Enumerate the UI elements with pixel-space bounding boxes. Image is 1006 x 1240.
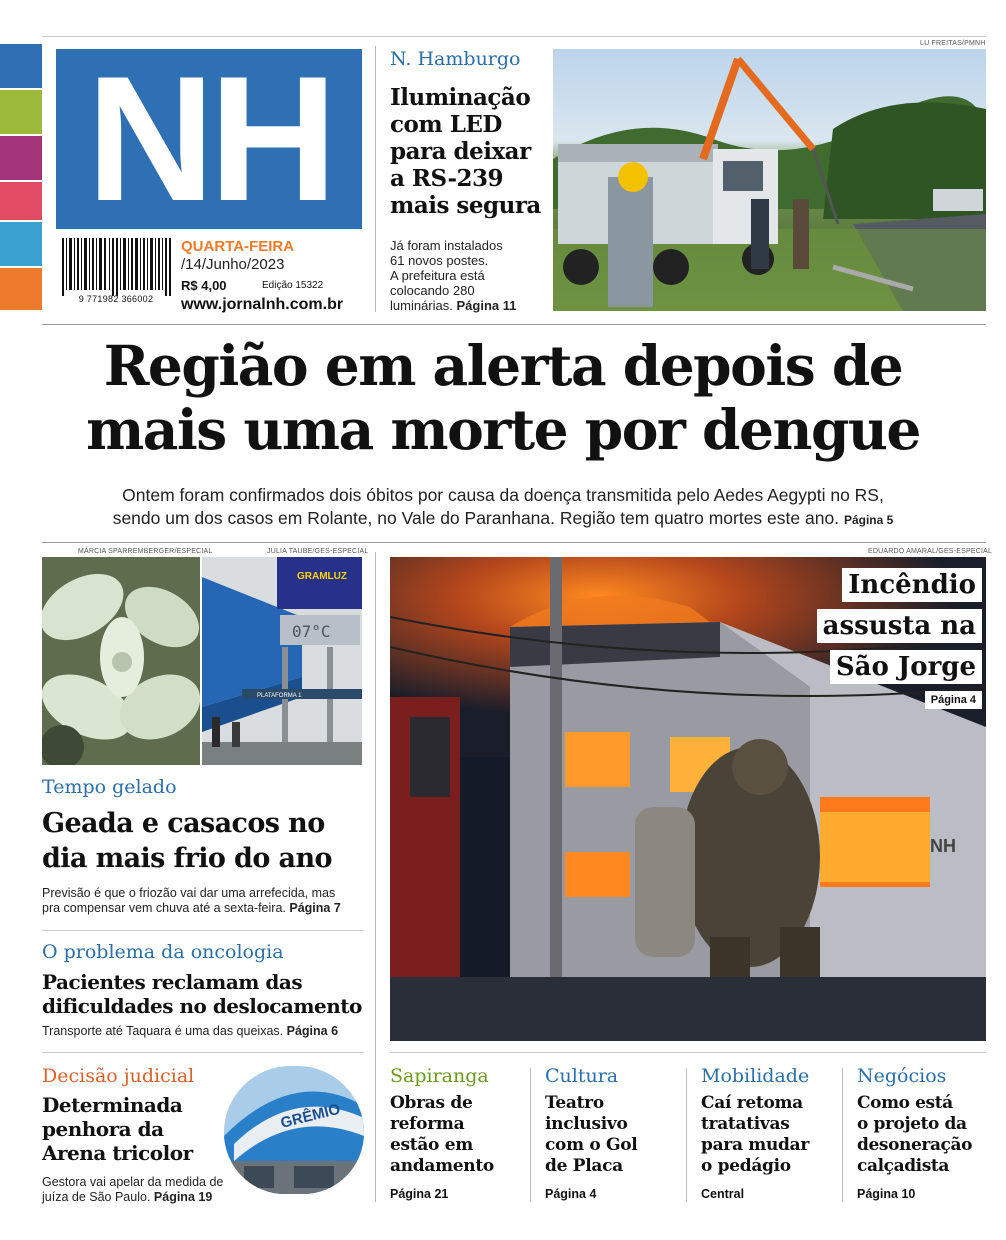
weekday: QUARTA-FEIRA [181, 238, 295, 255]
color-stripe-pink [0, 182, 42, 220]
court-headline[interactable] [42, 1093, 193, 1165]
barcode [60, 238, 172, 304]
brief-line: de Placa [545, 1156, 623, 1176]
brief-kicker: Sapiranga [390, 1065, 489, 1087]
headline-line: Iluminação [390, 84, 531, 111]
deck-line: Ontem foram confirmados dois óbitos por causa da doença transmitida pelo Aedes Aegypti no RS, [122, 485, 884, 505]
headline-line: a RS-239 [390, 165, 504, 192]
brief-divider [842, 1068, 843, 1202]
summary-line: Previsão é que o friozão vai dar uma arrefecida, mas [42, 886, 336, 900]
frost-plant-photo [42, 557, 200, 765]
headline-line: com LED [390, 111, 502, 138]
court-kicker[interactable]: Decisão judicial [42, 1065, 195, 1087]
cold-credit-right: JÚLIA TAUBE/GES-ESPECIAL [267, 548, 369, 555]
brief-line: calçadista [857, 1156, 949, 1176]
stadium-photo [224, 1066, 364, 1194]
oncology-headline[interactable] [42, 970, 362, 1018]
cold-headline[interactable] [42, 806, 332, 876]
brief-ref: Página 10 [857, 1187, 916, 1201]
brief-negocios[interactable] [857, 1065, 997, 1201]
main-headline[interactable] [0, 334, 1006, 462]
summary-line: Transporte até Taquara é uma das queixas. [42, 1024, 284, 1038]
brief-line: o pedágio [701, 1156, 791, 1176]
platform-sign: PLATAFORMA 1 [257, 693, 302, 699]
page-ref[interactable]: Página 7 [289, 901, 341, 915]
cold-credit-left: MÁRCIA SPARREMBERGER/ESPECIAL [78, 548, 213, 555]
bus-station-photo [202, 557, 362, 765]
color-stripe-blue [0, 44, 42, 88]
logo-text: NH [86, 39, 332, 238]
section-rule [42, 324, 986, 325]
brief-ref: Página 4 [545, 1187, 597, 1201]
summary-line: A prefeitura está [390, 268, 485, 283]
divider-top [375, 46, 376, 312]
divider-middle [375, 552, 376, 1202]
brief-line: Teatro [545, 1093, 604, 1113]
edition: Edição 15322 [262, 280, 324, 291]
stadium-sign: GRÊMIO [278, 1100, 343, 1132]
cold-summary [42, 886, 341, 916]
page-ref[interactable]: Página 6 [286, 1024, 339, 1038]
headline-line: mais segura [390, 192, 541, 219]
rule-left-1 [42, 930, 364, 931]
barcode-digits: 9 771982 366002 [78, 294, 154, 304]
summary-line: pra compensar vem chuva até a sexta-feira. [42, 901, 286, 915]
oncology-summary [42, 1024, 338, 1039]
page-ref[interactable]: Página 11 [456, 298, 517, 313]
main-page-ref[interactable]: Página 5 [843, 513, 894, 527]
cold-kicker[interactable]: Tempo gelado [42, 776, 177, 798]
main-headline-line: Região em alerta depois de [103, 333, 903, 398]
summary-line: Gestora vai apelar da medida de [42, 1175, 224, 1189]
color-stripe-orange [0, 268, 42, 310]
main-headline-line: mais uma morte por dengue [86, 397, 920, 462]
gramluz-sign: GRAMLUZ [297, 571, 347, 582]
fire-page-ref[interactable]: Página 4 [925, 691, 982, 709]
fire-headline-line: Incêndio [842, 568, 982, 602]
brief-ref: Página 21 [390, 1187, 449, 1201]
wall-logo: NH [930, 836, 956, 856]
headline-line: penhora da [42, 1117, 164, 1141]
brief-line: Caí retoma [701, 1093, 803, 1113]
price: R$ 4,00 [181, 278, 227, 293]
headline-line: dia mais frio do ano [42, 843, 332, 874]
brief-line: Obras de [390, 1093, 473, 1113]
main-deck [0, 484, 1006, 532]
headline-line: Pacientes reclamam das [42, 970, 303, 994]
court-summary [42, 1175, 223, 1205]
summary-line: luminárias. [390, 298, 453, 313]
color-stripe-cyan [0, 222, 42, 266]
color-stripe-purple [0, 136, 42, 180]
thermometer-reading: 07°C [292, 622, 331, 641]
headline-line: para deixar [390, 138, 531, 165]
brief-sapiranga[interactable] [390, 1065, 528, 1201]
brief-line: reforma [390, 1114, 465, 1134]
fire-headline-line: São Jorge [830, 650, 982, 684]
brief-kicker: Cultura [545, 1065, 619, 1087]
headline-line: Arena tricolor [42, 1141, 193, 1165]
top-story-summary [390, 238, 516, 313]
brief-line: o projeto da [857, 1114, 967, 1134]
brief-kicker: Mobilidade [701, 1065, 810, 1087]
summary-line: Já foram instalados [390, 238, 503, 253]
brief-line: Como está [857, 1093, 953, 1113]
rule-left-2 [42, 1052, 364, 1053]
section-rule-2 [42, 542, 986, 543]
headline-line: Geada e casacos no [42, 808, 325, 839]
brief-line: com o Gol [545, 1135, 638, 1155]
brief-cultura[interactable] [545, 1065, 683, 1201]
brief-line: estão em [390, 1135, 473, 1155]
headline-line: dificuldades no deslocamento [42, 994, 362, 1018]
brief-line: andamento [390, 1156, 494, 1176]
top-photo-credit: LU FREITAS/PMNH [920, 40, 986, 47]
brief-ref: Central [701, 1187, 745, 1201]
page-ref[interactable]: Página 19 [153, 1190, 213, 1204]
top-story-kicker[interactable]: N. Hamburgo [390, 48, 521, 70]
summary-line: colocando 280 [390, 283, 475, 298]
website[interactable]: www.jornalnh.com.br [181, 296, 344, 313]
color-stripe-green [0, 90, 42, 134]
brief-divider [686, 1068, 687, 1202]
summary-line: juíza de São Paulo. [42, 1190, 151, 1204]
oncology-kicker[interactable]: O problema da oncologia [42, 941, 284, 963]
brief-line: tratativas [701, 1114, 790, 1134]
summary-line: 61 novos postes. [390, 253, 489, 268]
barcode-graphic [60, 238, 172, 296]
headline-line: Determinada [42, 1093, 183, 1117]
brief-line: inclusivo [545, 1114, 628, 1134]
fire-headline-line: assusta na [817, 609, 982, 643]
masthead-logo[interactable] [56, 39, 362, 238]
brief-mobilidade[interactable] [701, 1065, 839, 1201]
brief-line: para mudar [701, 1135, 809, 1155]
crane-truck-photo [553, 49, 986, 311]
brief-kicker: Negócios [857, 1065, 947, 1087]
top-story-headline[interactable] [390, 84, 541, 219]
brief-divider [530, 1068, 531, 1202]
fire-credit: EDUARDO AMARAL/GES-ESPECIAL [868, 548, 993, 555]
brief-line: desoneração [857, 1135, 973, 1155]
date: /14/Junho/2023 [181, 256, 285, 273]
deck-line: sendo um dos casos em Rolante, no Vale do Paranhana. Região tem quatro mortes este ano. [112, 508, 840, 528]
top-rule [42, 36, 986, 37]
rule-briefs [390, 1052, 986, 1053]
